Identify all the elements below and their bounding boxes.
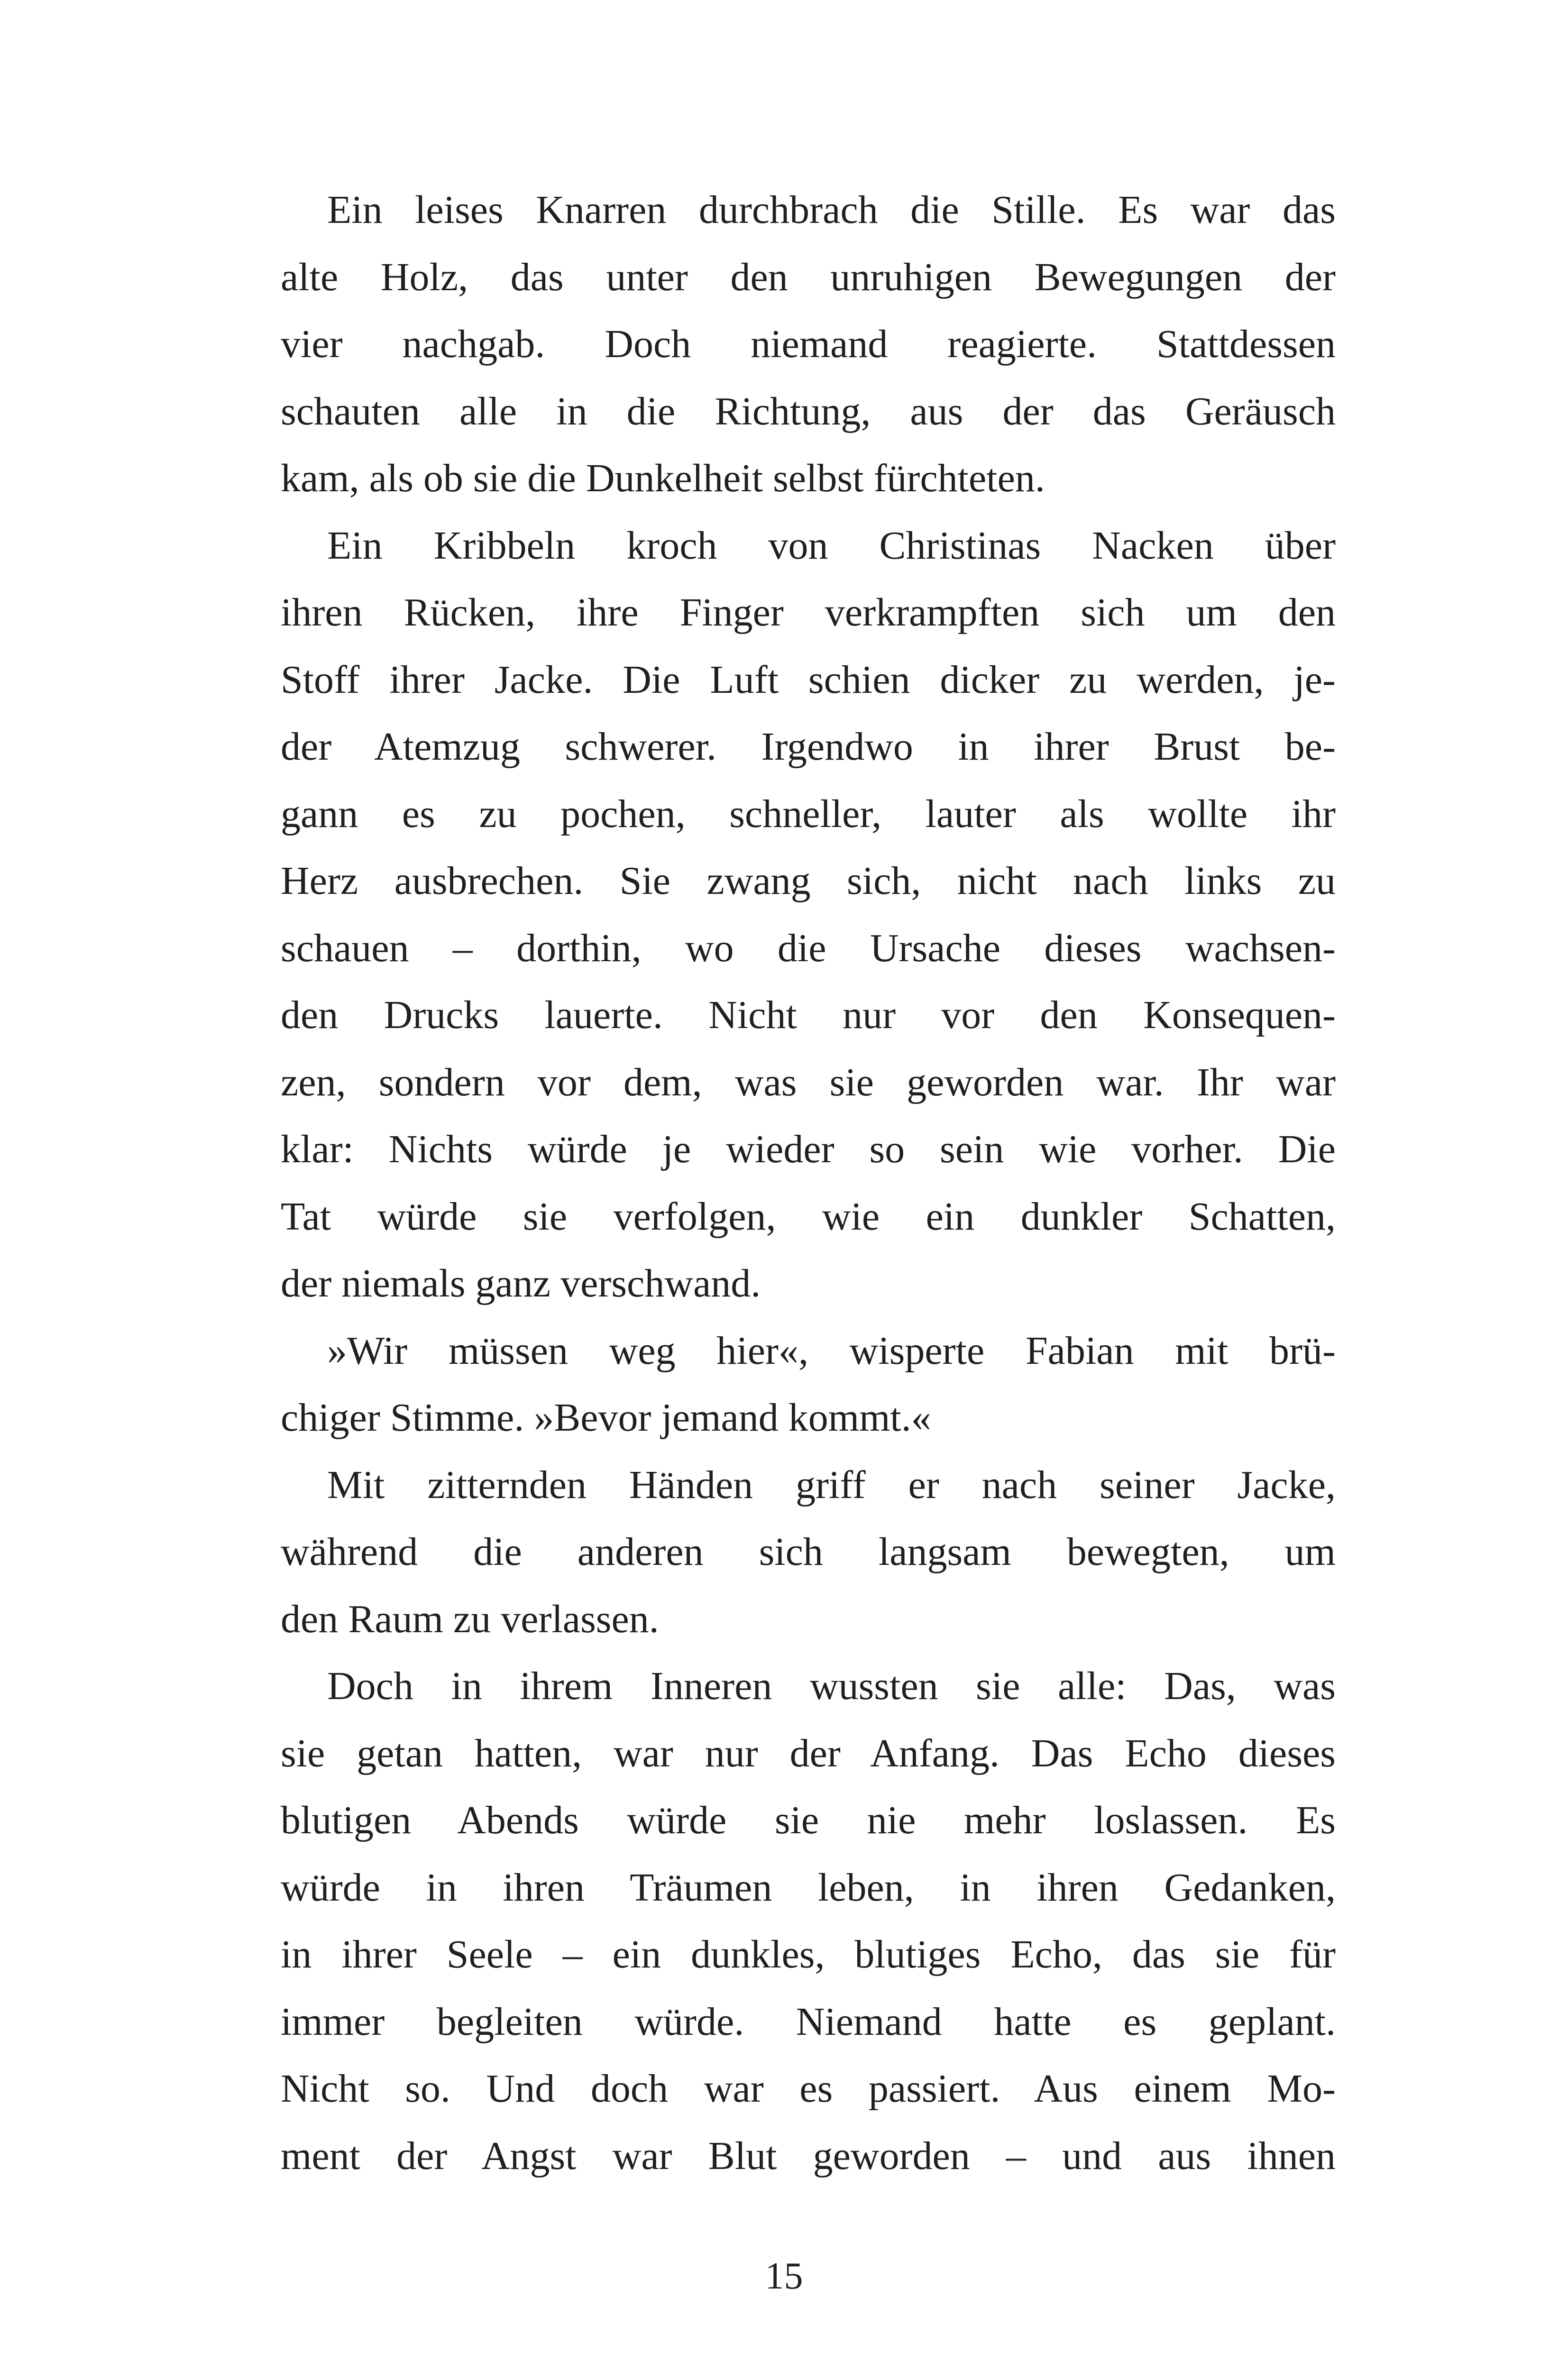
text-line: Ein Kribbeln kroch von Christinas Nacken über [327,523,1336,568]
text-line: Ein leises Knarren durchbrach die Stille. Es war das [327,188,1336,232]
text-line: den Drucks lauerte. Nicht nur vor den Konsequen- [281,993,1336,1037]
text-line: alte Holz, das unter den unruhigen Bewegungen der [281,255,1336,299]
text-line: sie getan hatten, war nur der Anfang. Das Echo dieses [281,1731,1336,1775]
text-line: den Raum zu verlassen. [281,1597,659,1641]
paragraph [281,176,1336,512]
text-line: immer begleiten würde. Niemand hatte es geplant. [281,1999,1336,2044]
text-line: in ihrer Seele – ein dunkles, blutiges Echo, das sie für [281,1932,1336,1976]
text-line: zen, sondern vor dem, was sie geworden war. Ihr war [281,1060,1336,1104]
text-line: gann es zu pochen, schneller, lauter als wollte ihr [281,791,1336,836]
text-line: Nicht so. Und doch war es passiert. Aus einem Mo- [281,2067,1336,2111]
text-line: der niemals ganz verschwand. [281,1261,761,1305]
text-line: Tat würde sie verfolgen, wie ein dunkler Schatten, [281,1194,1336,1239]
paragraph [281,512,1336,1317]
text-line: während die anderen sich langsam bewegten, um [281,1530,1336,1574]
text-line: blutigen Abends würde sie nie mehr loslassen. Es [281,1798,1336,1842]
text-line: Mit zitternden Händen griff er nach seiner Jacke, [327,1462,1336,1507]
paragraph [281,1452,1336,1653]
text-line: würde in ihren Träumen leben, in ihren Gedanken, [281,1865,1336,1910]
text-line: kam, als ob sie die Dunkelheit selbst fürchteten. [281,456,1045,500]
text-line: Stoff ihrer Jacke. Die Luft schien dicker zu werden, je- [281,657,1336,702]
paragraph [281,1653,1336,2189]
text-line: schauten alle in die Richtung, aus der das Geräusch [281,389,1336,433]
text-line: schauen – dorthin, wo die Ursache dieses wachsen- [281,926,1336,970]
text-line: ihren Rücken, ihre Finger verkrampften sich um den [281,590,1336,634]
text-line: »Wir müssen weg hier«, wisperte Fabian mit brü- [327,1328,1336,1373]
paragraph [281,1317,1336,1452]
text-line: ment der Angst war Blut geworden – und aus ihnen [281,2133,1336,2178]
text-line: der Atemzug schwerer. Irgendwo in ihrer Brust be- [281,725,1336,769]
text-line: Doch in ihrem Inneren wussten sie alle: Das, was [327,1664,1336,1708]
body-text [281,176,1336,2189]
text-line: klar: Nichts würde je wieder so sein wie vorher. Die [281,1127,1336,1171]
page-number: 15 [765,2255,803,2297]
text-line: Herz ausbrechen. Sie zwang sich, nicht nach links zu [281,859,1336,903]
text-line: vier nachgab. Doch niemand reagierte. Stattdessen [281,322,1336,366]
text-line: chiger Stimme. »Bevor jemand kommt.« [281,1396,931,1440]
